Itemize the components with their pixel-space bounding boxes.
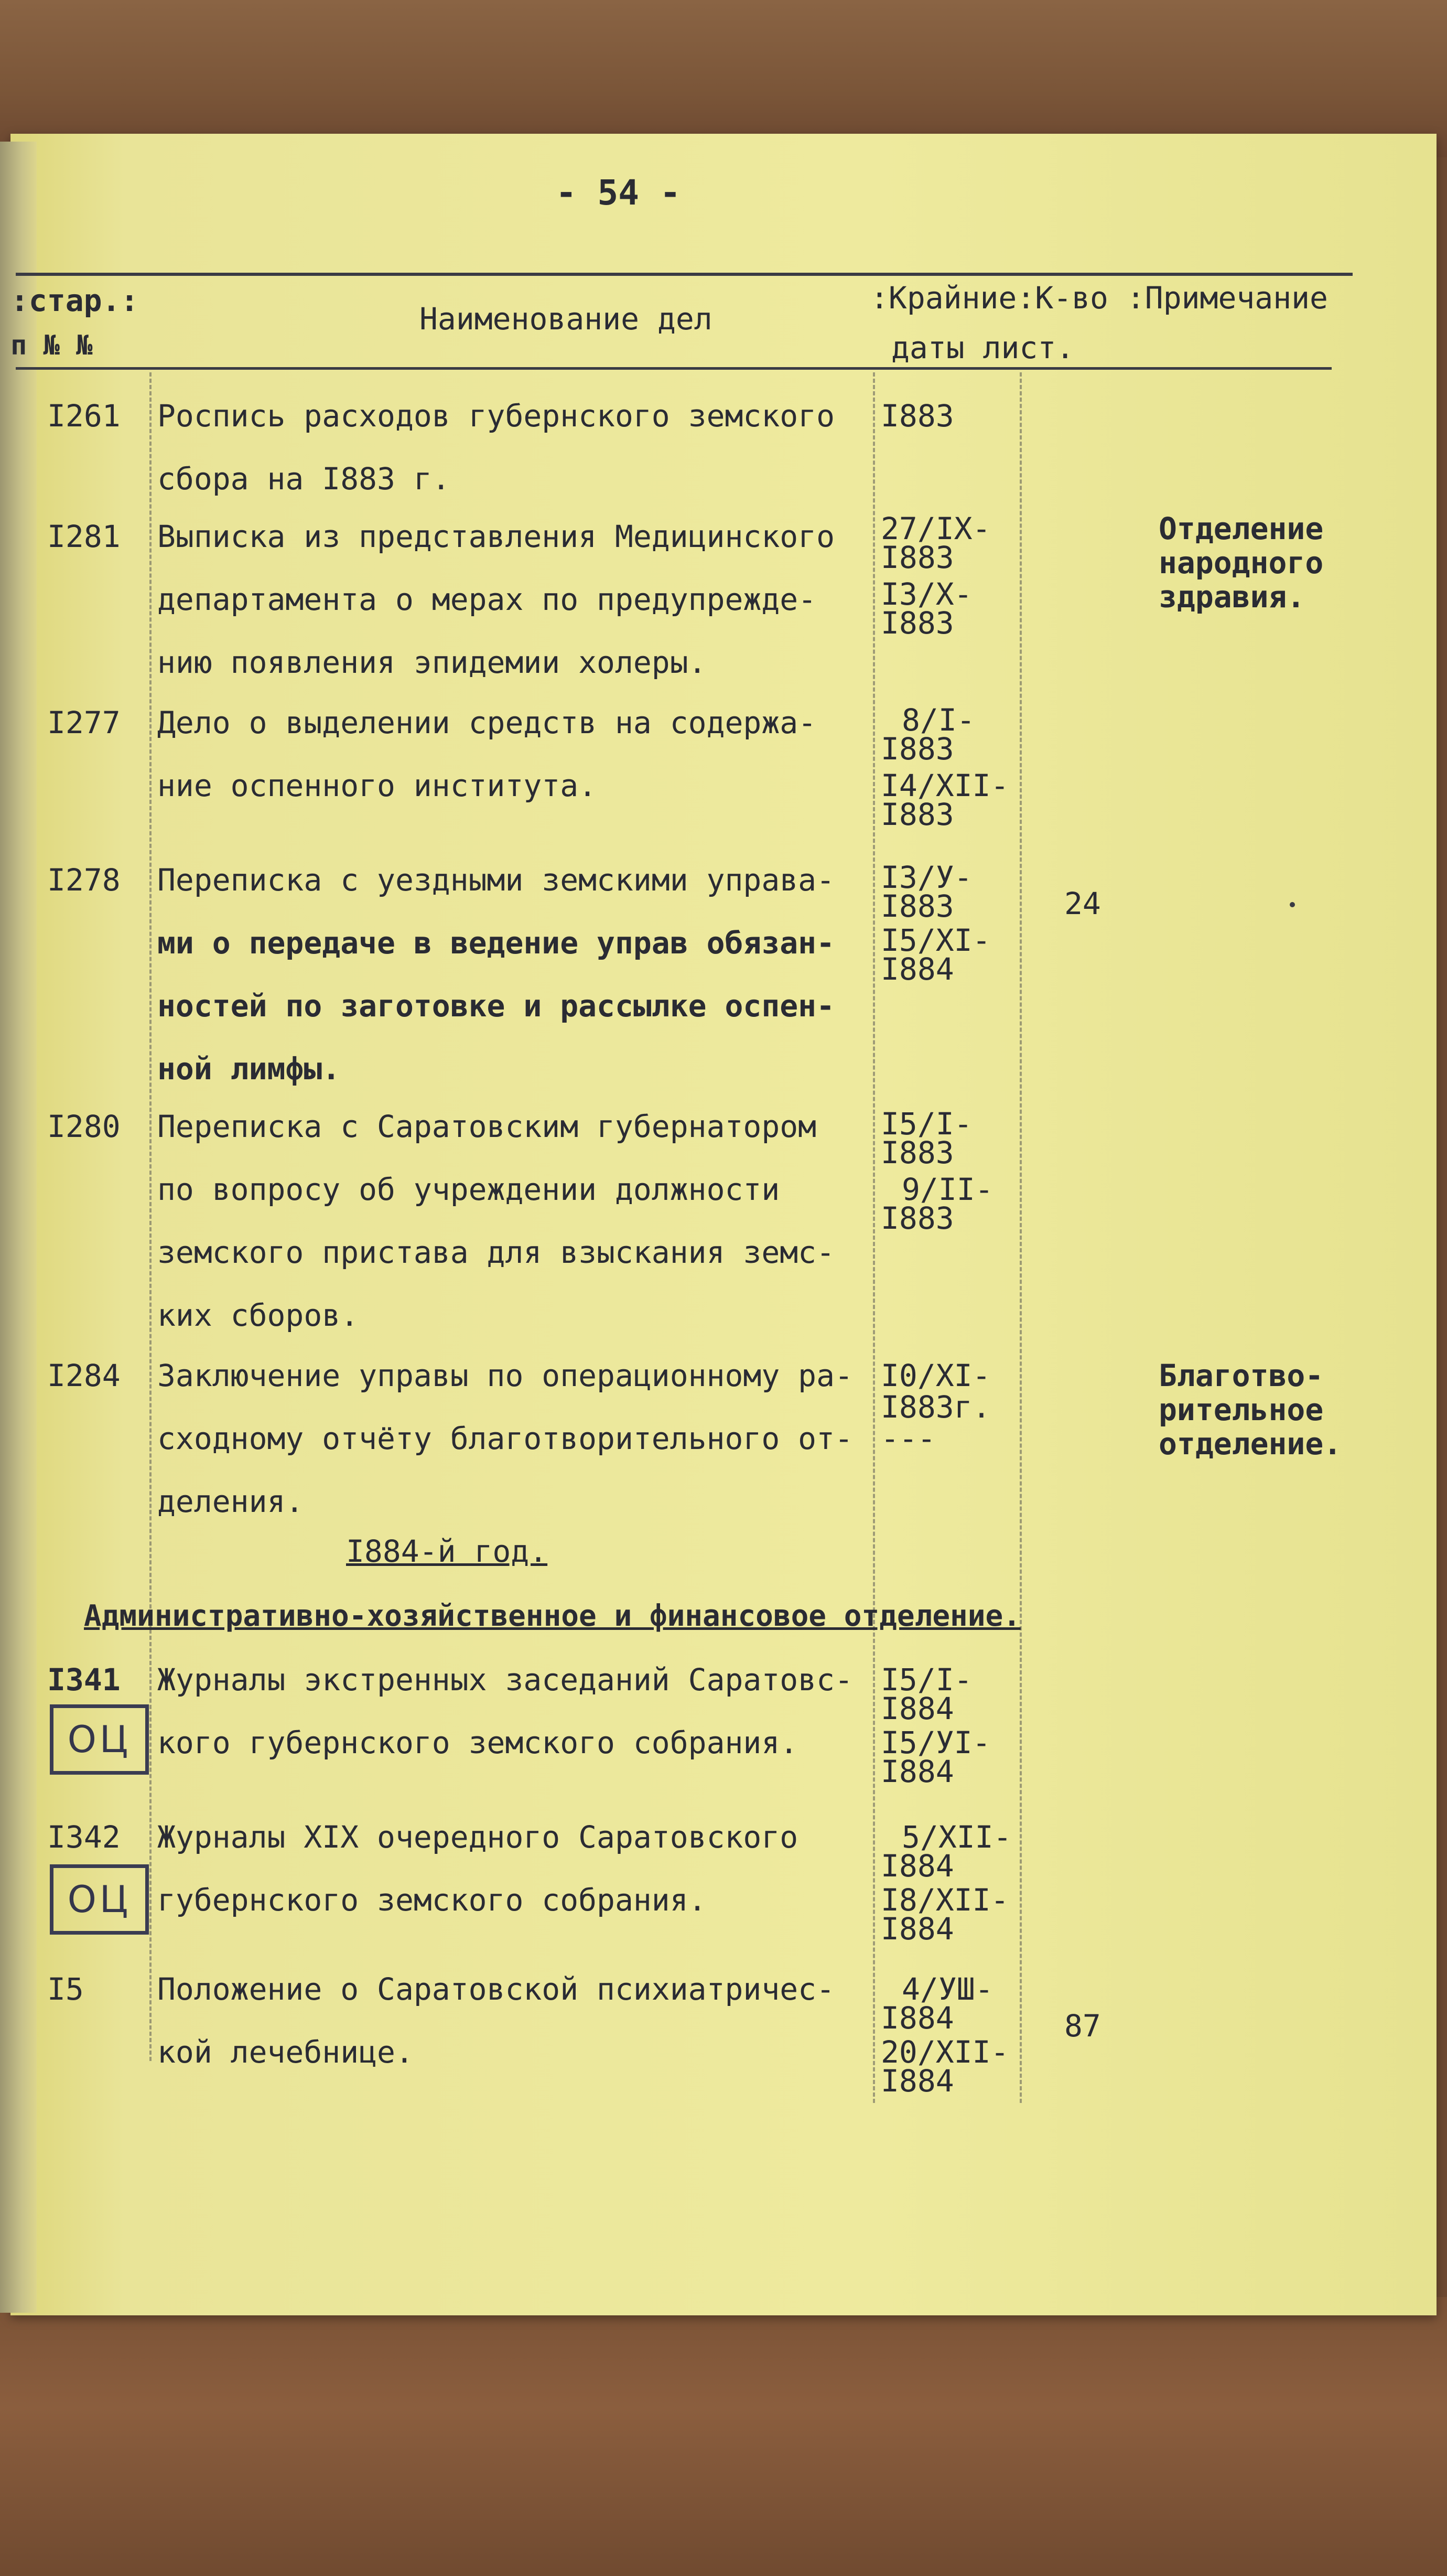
row-date: I4/XII- <box>881 768 1009 803</box>
row-date: I884 <box>881 951 954 987</box>
row-date: I884 <box>881 2063 954 2099</box>
row-date: I5/XI- <box>881 922 991 958</box>
row-date: I883г. <box>881 1389 991 1425</box>
row-date: I883 <box>881 398 954 434</box>
section-heading: Административно-хозяйственное и финансовое отделение. <box>84 1599 1021 1633</box>
row-date: I884 <box>881 1754 954 1789</box>
row-number: I277 <box>47 705 121 740</box>
row-title-line: сбора на I883 г. <box>157 461 450 497</box>
row-number: I342 <box>47 1819 121 1855</box>
row-date: I883 <box>881 731 954 767</box>
row-number: I261 <box>47 398 121 434</box>
row-title-line: ми о передаче в ведение управ обязан- <box>157 925 835 961</box>
row-title-line: ной лимфы. <box>157 1051 341 1087</box>
binder-edge <box>0 142 37 2313</box>
row-number: I281 <box>47 519 121 554</box>
row-date: 8/I- <box>902 702 975 738</box>
page-number: - 54 - <box>556 173 681 213</box>
row-number: I284 <box>47 1358 121 1393</box>
row-number: I278 <box>47 862 121 898</box>
header-col-old-sub: п № № <box>10 330 93 361</box>
row-date: I883 <box>881 605 954 641</box>
row-number: I280 <box>47 1109 121 1144</box>
row-date: I883 <box>881 1135 954 1171</box>
row-title-line: деления. <box>157 1484 304 1519</box>
row-number: I5 <box>47 1971 84 2007</box>
row-title-line: ние оспенного института. <box>157 768 597 803</box>
row-title-line: по вопросу об учреждении должности <box>157 1172 780 1207</box>
row-title-line: департамента о мерах по предупрежде- <box>157 582 817 617</box>
header-col-dates-sub: даты лист. <box>891 330 1075 366</box>
row-title-line: сходному отчёту благотворительного от- <box>157 1421 853 1456</box>
row-date: 27/IX- <box>881 511 991 546</box>
row-date: I3/X- <box>881 576 973 612</box>
row-note-line: Благотво- <box>1159 1358 1324 1393</box>
row-sheet-count: 24 <box>1064 886 1101 921</box>
row-date: 9/II- <box>902 1172 994 1207</box>
row-date: I883 <box>881 797 954 832</box>
ink-dot <box>1290 902 1295 907</box>
row-title-line: кого губернского земского собрания. <box>157 1725 798 1761</box>
row-date: I884 <box>881 1911 954 1947</box>
year-heading: I884-й год. <box>346 1533 548 1569</box>
row-title-line: Переписка с Саратовским губернатором <box>157 1109 817 1144</box>
row-note-line: здравия. <box>1159 579 1305 615</box>
row-date: 20/XII- <box>881 2034 1009 2070</box>
row-title-line: Положение о Саратовской психиатричес- <box>157 1971 835 2007</box>
archive-stamp: ОЦ <box>50 1864 149 1935</box>
row-date: I884 <box>881 2000 954 2036</box>
row-date: I0/XI- <box>881 1358 991 1393</box>
row-date: I883 <box>881 888 954 924</box>
row-date: --- <box>881 1421 936 1456</box>
row-title-line: Дело о выделении средств на содержа- <box>157 705 817 740</box>
row-note-line: народного <box>1159 545 1324 581</box>
header-col-old: :стар.: <box>10 283 139 318</box>
row-title-line: Переписка с уездными земскими управа- <box>157 862 835 898</box>
row-date: I884 <box>881 1848 954 1884</box>
row-title-line: ких сборов. <box>157 1297 359 1333</box>
row-title-line: Журналы XIX очередного Саратовского <box>157 1819 798 1855</box>
row-date: I5/I- <box>881 1106 973 1142</box>
row-date: I8/XII- <box>881 1882 1009 1918</box>
row-title-line: кой лечебнице. <box>157 2034 414 2070</box>
column-divider-dates <box>873 372 875 2103</box>
row-title-line: Заключение управы по операционному ра- <box>157 1358 853 1393</box>
row-date: I3/У- <box>881 860 973 895</box>
row-title-line: земского пристава для взыскания земс- <box>157 1235 835 1270</box>
row-note-line: Отделение <box>1159 511 1324 546</box>
header-top-rule <box>16 273 1353 276</box>
row-title-line: Выписка из представления Медицинского <box>157 519 835 554</box>
column-divider-sheets <box>1020 372 1022 2103</box>
row-title-line: губернского земского собрания. <box>157 1882 707 1918</box>
header-col-dates: :Крайние:К-во :Примечание <box>870 280 1328 316</box>
archive-stamp: ОЦ <box>50 1704 149 1775</box>
row-date: I883 <box>881 1200 954 1236</box>
row-date: I5/УI- <box>881 1725 991 1761</box>
row-date: I5/I- <box>881 1662 973 1698</box>
row-title-line: Роспись расходов губернского земского <box>157 398 835 434</box>
desk-background-bottom <box>0 2297 1447 2576</box>
row-sheet-count: 87 <box>1064 2008 1101 2044</box>
row-note-line: отделение. <box>1159 1426 1342 1462</box>
row-title-line: нию появления эпидемии холеры. <box>157 645 707 680</box>
header-bottom-rule <box>16 367 1332 370</box>
row-date: 5/XII- <box>902 1819 1012 1855</box>
row-date: 4/УШ- <box>902 1971 994 2007</box>
row-title-line: ностей по заготовке и рассылке оспен- <box>157 988 835 1024</box>
row-number: I341 <box>47 1662 121 1698</box>
row-date: I884 <box>881 1691 954 1726</box>
row-note-line: рительное <box>1159 1392 1324 1427</box>
header-col-title: Наименование дел <box>419 301 712 337</box>
column-divider-title <box>149 372 152 2061</box>
row-title-line: Журналы экстренных заседаний Саратовс- <box>157 1662 853 1698</box>
row-date: I883 <box>881 540 954 575</box>
